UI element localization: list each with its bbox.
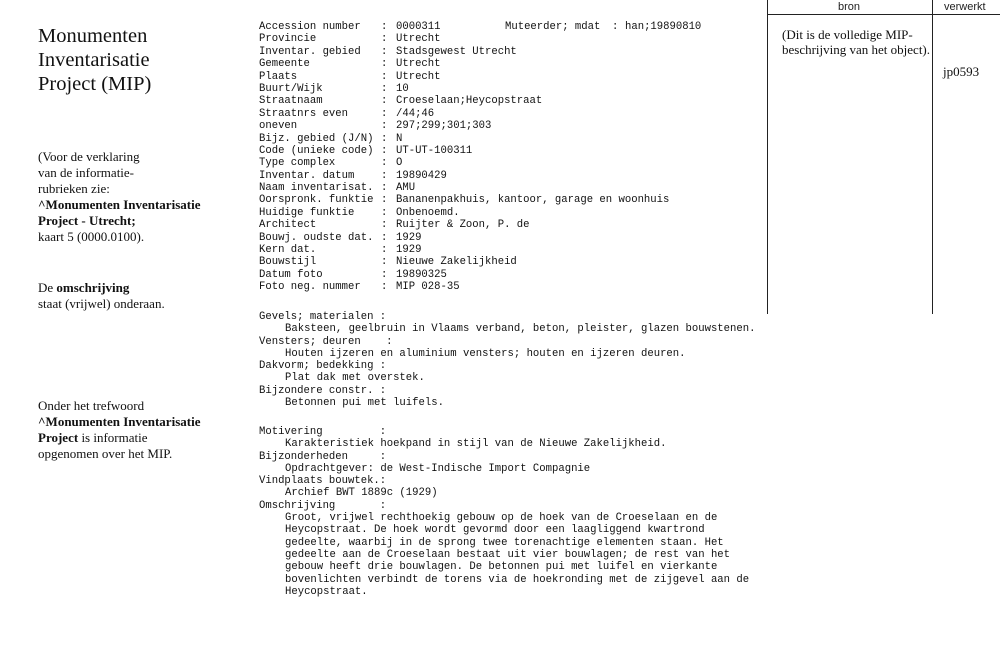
field-label: Foto neg. nummer <box>259 281 361 294</box>
field-value: Bananenpakhuis, kantoor, garage en woonhuis <box>396 194 670 207</box>
field-colon: : <box>381 82 388 95</box>
field-value: Croeselaan;Heycopstraat <box>396 95 543 108</box>
header-rule <box>767 14 1000 15</box>
field-value: O <box>396 157 403 170</box>
field-label: Bijz. gebied (J/N) <box>259 132 374 145</box>
field-label: Huidige funktie <box>259 206 355 219</box>
description-note: De omschrijving staat (vrijwel) onderaan. <box>38 280 165 311</box>
section-text: bovenlichten verbindt de torens via de hoekronding met de zijgevel aan de <box>285 573 750 586</box>
section-text: Betonnen pui met luifels. <box>285 397 444 410</box>
field-colon: : <box>612 21 619 33</box>
field-value: 19890429 <box>396 169 447 182</box>
field-value: Utrecht <box>396 58 441 71</box>
box-divider-left <box>767 0 768 314</box>
field-colon: : <box>381 144 388 157</box>
field-label: Type complex <box>259 157 336 170</box>
field-value: Utrecht <box>396 70 441 83</box>
field-value: UT-UT-100311 <box>396 144 473 157</box>
field-label: Architect <box>259 219 317 232</box>
field-colon: : <box>381 206 388 219</box>
field-colon: : <box>381 169 388 182</box>
section-text: Opdrachtgever: de West-Indische Import Compagnie <box>285 462 591 475</box>
muteerder-value: han;19890810 <box>625 21 702 33</box>
field-value: 297;299;301;303 <box>396 120 492 133</box>
section-heading: Omschrijving : <box>259 499 387 512</box>
field-value: Nieuwe Zakelijkheid <box>396 256 517 269</box>
field-colon: : <box>381 33 388 46</box>
field-label: Plaats <box>259 70 298 83</box>
section-text: gedeelte aan de Croeselaan bestaat uit vier bouwlagen; de rest van het <box>285 548 731 561</box>
motivation-sections <box>259 426 749 598</box>
field-colon: : <box>381 281 388 294</box>
building-sections <box>259 311 755 409</box>
field-colon: : <box>381 58 388 71</box>
field-colon: : <box>381 70 388 83</box>
field-colon: : <box>381 132 388 145</box>
field-value: Utrecht <box>396 33 441 46</box>
left-column <box>38 24 238 461</box>
section-text: Baksteen, geelbruin in Vlaams verband, beton, pleister, glazen bouwstenen. <box>285 323 756 336</box>
field-label: Oorspronk. funktie <box>259 194 374 207</box>
field-value: 19890325 <box>396 268 447 281</box>
field-colon: : <box>381 45 388 58</box>
section-heading: Vensters; deuren : <box>259 335 393 348</box>
document-title: Monumenten Inventarisatie Project (MIP) <box>38 25 152 95</box>
section-text: gebouw heeft drie bouwlagen. De betonnen pui met luifel en vierkante <box>285 561 718 574</box>
field-value: 10 <box>396 82 409 95</box>
field-label: Code (unieke code) <box>259 144 374 157</box>
field-colon: : <box>381 194 388 207</box>
field-label: Provincie <box>259 33 317 46</box>
field-value: /44;46 <box>396 107 435 120</box>
field-colon: : <box>381 231 388 244</box>
section-heading: Vindplaats bouwtek.: <box>259 475 387 488</box>
field-label: Naam inventarisat. <box>259 182 374 195</box>
field-label: Inventar. gebied <box>259 45 361 58</box>
field-label: Accession number <box>259 21 361 33</box>
keyword-note: Onder het trefwoord ^Monumenten Inventarisatie Project is informatie opgenomen over het MIP. <box>38 398 201 461</box>
muteerder-label: Muteerder; mdat <box>505 21 601 33</box>
field-label: oneven <box>259 120 298 133</box>
section-heading: Bijzondere constr. : <box>259 384 387 397</box>
section-text: Plat dak met overstek. <box>285 372 425 385</box>
section-heading: Motivering : <box>259 426 387 438</box>
box-divider-right <box>932 0 933 314</box>
field-label: Kern dat. <box>259 244 317 257</box>
field-label: Bouwj. oudste dat. <box>259 231 374 244</box>
field-label: Straatnaam <box>259 95 323 108</box>
field-value: Stadsgewest Utrecht <box>396 45 517 58</box>
field-colon: : <box>381 268 388 281</box>
section-text: Karakteristiek hoekpand in stijl van de Nieuwe Zakelijkheid. <box>285 438 667 451</box>
section-text: Groot, vrijwel rechthoekig gebouw op de hoek van de Croeselaan en de <box>285 512 718 525</box>
section-text: gedeelte, waarbij in de sprong twee torenachtige elementen staan. Het <box>285 536 724 549</box>
section-text: Houten ijzeren en aluminium vensters; houten en ijzeren deuren. <box>285 347 686 360</box>
verwerkt-header: verwerkt <box>944 1 986 13</box>
field-colon: : <box>381 256 388 269</box>
bron-header: bron <box>838 1 861 13</box>
section-text: Archief BWT 1889c (1929) <box>285 487 438 500</box>
field-label: Inventar. datum <box>259 169 355 182</box>
bron-description: (Dit is de volledige MIP-beschrijving van het object). <box>782 27 931 57</box>
field-colon: : <box>381 21 388 33</box>
field-colon: : <box>381 157 388 170</box>
section-text: Heycopstraat. De hoek wordt gevormd door een laagliggend kwartrond <box>285 524 705 537</box>
field-value: 1929 <box>396 231 422 244</box>
field-value: Onbenoemd. <box>396 206 460 219</box>
verwerkt-value: jp0593 <box>943 64 980 79</box>
field-value: 0000311 <box>396 21 441 33</box>
field-value: N <box>396 132 403 145</box>
field-label: Datum foto <box>259 268 323 281</box>
section-heading: Gevels; materialen : <box>259 311 387 323</box>
field-label: Buurt/Wijk <box>259 82 323 95</box>
field-value: 1929 <box>396 244 422 257</box>
field-colon: : <box>381 120 388 133</box>
field-colon: : <box>381 244 388 257</box>
section-text: Heycopstraat. <box>285 585 368 598</box>
section-heading: Dakvorm; bedekking : <box>259 360 387 373</box>
field-value: AMU <box>396 182 416 195</box>
field-label: Bouwstijl <box>259 256 317 269</box>
field-value: Ruijter & Zoon, P. de <box>396 219 530 232</box>
field-colon: : <box>381 95 388 108</box>
field-colon: : <box>381 182 388 195</box>
field-value: MIP 028-35 <box>396 281 460 294</box>
field-label: Gemeente <box>259 58 310 71</box>
field-colon: : <box>381 219 388 232</box>
legend-note: (Voor de verklaring van de informatie- rubrieken zie: ^Monumenten Inventarisatie Project - Utrecht; kaart 5 (0000.0100). <box>38 149 201 244</box>
field-colon: : <box>381 107 388 120</box>
field-label: Straatnrs even <box>259 107 349 120</box>
section-heading: Bijzonderheden : <box>259 450 387 463</box>
